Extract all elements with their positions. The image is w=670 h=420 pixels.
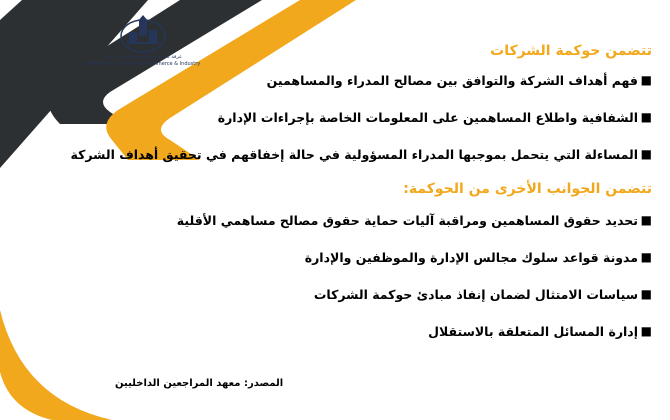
bullet-icon: ■ xyxy=(640,73,652,87)
orange-curve-band xyxy=(0,310,112,420)
list-item-text: سياسات الامتثال لضمان إنفاذ مبادئ حوكمة الشركات xyxy=(313,287,638,302)
bullet-icon: ■ xyxy=(640,250,652,264)
list-item-text: مدونة قواعد سلوك مجالس الإدارة والموظفين والإدارة xyxy=(304,250,638,265)
list-item-text: تحديد حقوق المساهمين ومراقبة آليات حماية حقوق مصالح مساهمي الأقلية xyxy=(176,213,638,228)
list-item xyxy=(182,313,652,350)
logo-arabic-text: غرفة تجارة وصناعة محافظة بيت لحم xyxy=(104,54,182,60)
list-item xyxy=(182,62,652,99)
list-item xyxy=(176,202,652,239)
list-item xyxy=(182,276,652,313)
list-item-text: المساءلة التي يتحمل بموجبها المدراء المسؤولية في حالة إخفاقهم في تحقيق أهداف الشركة xyxy=(70,147,638,162)
section-one-heading: تتضمن حوكمة الشركات xyxy=(490,43,652,59)
chamber-emblem-icon xyxy=(119,14,167,54)
bullet-icon: ■ xyxy=(640,287,652,301)
source-citation: المصدر: معهد المراجعين الداخليين xyxy=(115,378,284,389)
bullet-icon: ■ xyxy=(640,324,652,338)
list-item-text: فهم أهداف الشركة والتوافق بين مصالح المدراء والمساهمين xyxy=(266,73,638,88)
section-two-list xyxy=(176,202,652,350)
section-two-heading: تتضمن الجوانب الأخرى من الحوكمة: xyxy=(403,181,652,197)
chamber-logo xyxy=(85,14,201,80)
list-item xyxy=(70,136,652,173)
list-item-text: إدارة المسائل المتعلقة بالاستقلال xyxy=(428,324,638,339)
logo-english-text: Bethlehem Chamber of Commerce & Industry xyxy=(85,61,201,67)
bullet-icon: ■ xyxy=(640,213,652,227)
list-item xyxy=(182,99,652,136)
list-item-text: الشفافية واطلاع المساهمين على المعلومات الخاصة بإجراءات الإدارة xyxy=(217,110,638,125)
list-item xyxy=(182,239,652,276)
bullet-icon: ■ xyxy=(640,147,652,161)
bullet-icon: ■ xyxy=(640,110,652,124)
